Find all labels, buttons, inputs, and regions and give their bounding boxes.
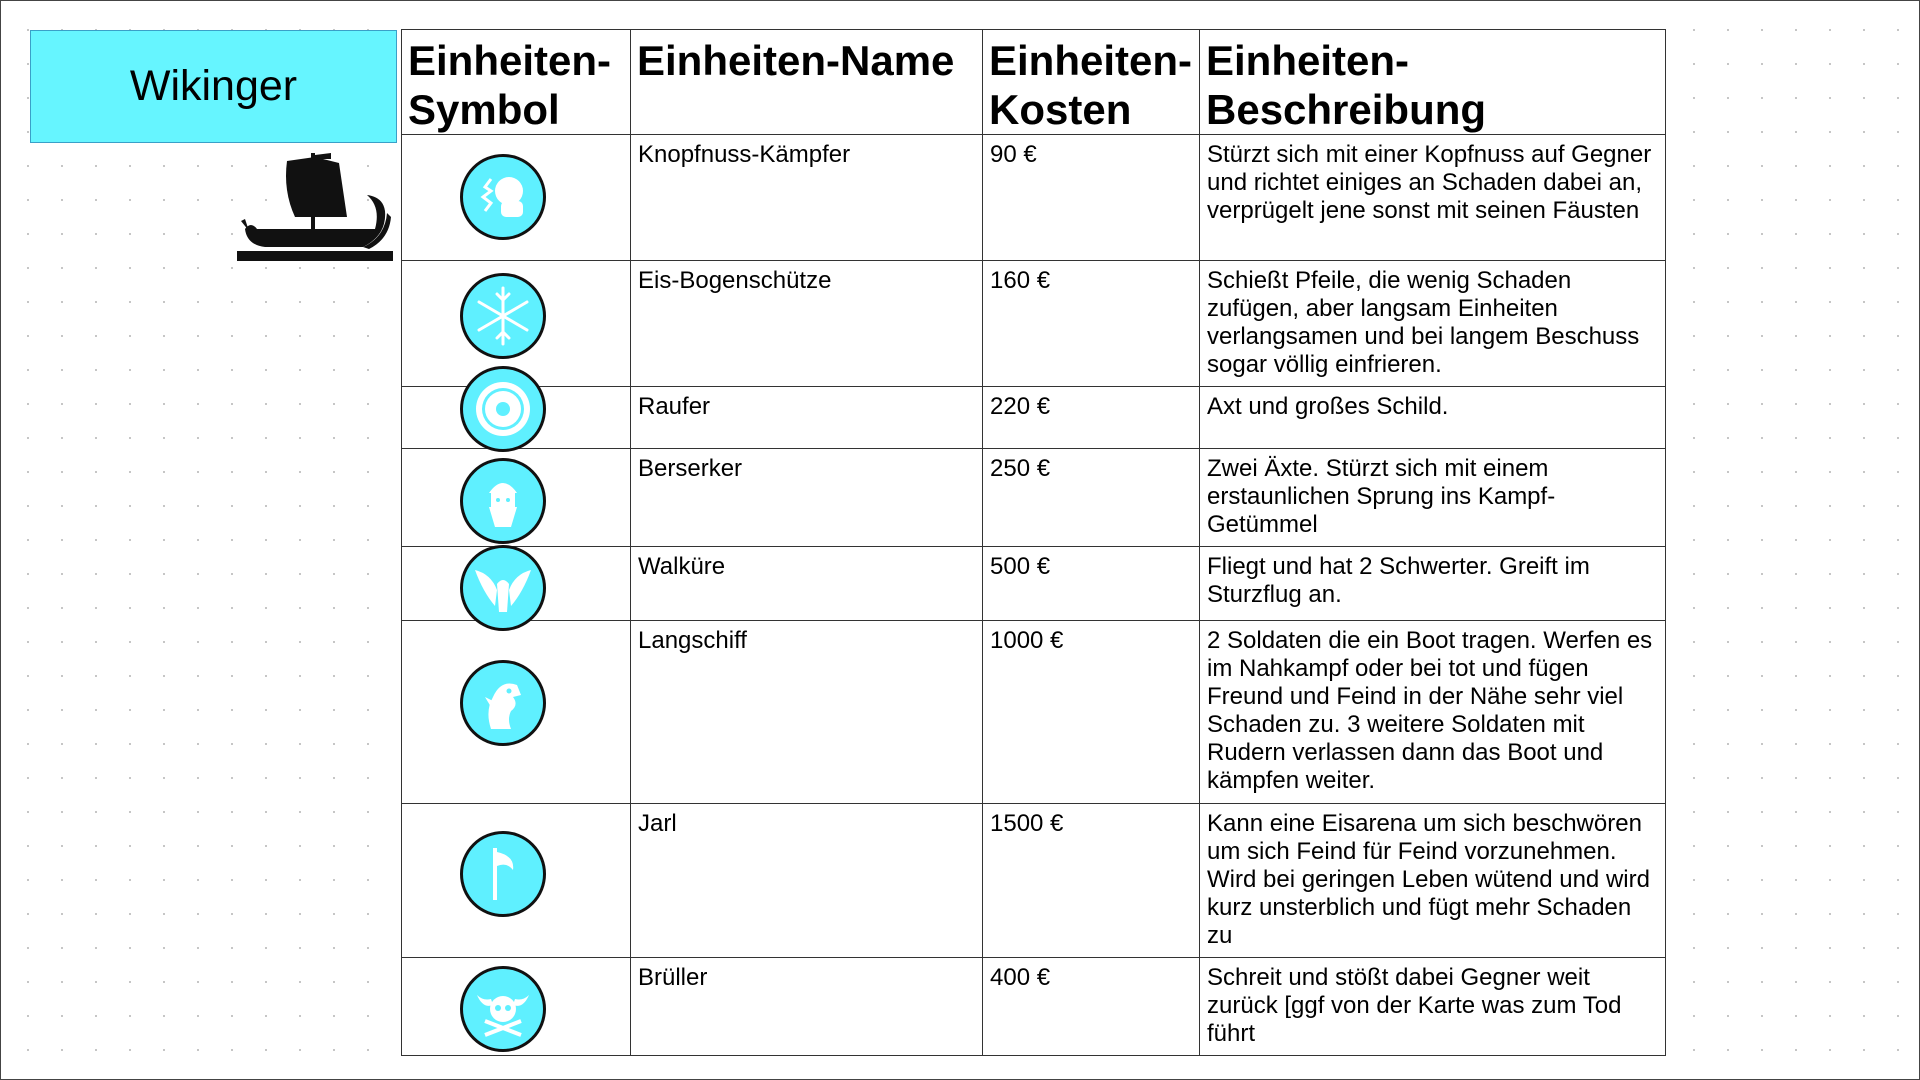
halberd-icon [460, 831, 546, 917]
unit-description: Stürzt sich mit einer Kopfnuss auf Gegner und richtet einiges an Schaden dabei an, verprügelt jene sonst mit seinen Fäusten [1200, 135, 1666, 261]
unit-description: Schießt Pfeile, die wenig Schaden zufügen, aber langsam Einheiten verlangsamen und bei langem Beschuss sogar völlig einfrieren. [1200, 261, 1666, 387]
unit-description: Schreit und stößt dabei Gegner weit zurück [ggf von der Karte was zum Tod führt [1200, 958, 1666, 1056]
round-shield-icon [460, 366, 546, 452]
symbol-cell [402, 958, 631, 1056]
table-row [402, 387, 1666, 449]
unit-cost: 90 € [983, 135, 1200, 261]
headbutt-fighter-icon [460, 154, 546, 240]
snowflake-icon [460, 273, 546, 359]
unit-description: 2 Soldaten die ein Boot tragen. Werfen es im Nahkampf oder bei tot und fügen Freund und Feind in der Nähe sehr viel Schaden zu. 3 weitere Soldaten mit Rudern verlassen dann das Boot und kämpfen weiter. [1200, 621, 1666, 804]
unit-name: Walküre [631, 547, 983, 621]
horned-skull-icon [460, 966, 546, 1052]
table-row [402, 804, 1666, 958]
unit-cost: 250 € [983, 449, 1200, 547]
unit-name: Brüller [631, 958, 983, 1056]
winged-helmet-icon [460, 545, 546, 631]
unit-cost: 160 € [983, 261, 1200, 387]
header-description: Einheiten-Beschreibung [1200, 30, 1666, 135]
unit-cost: 400 € [983, 958, 1200, 1056]
symbol-cell [402, 621, 631, 804]
unit-description: Zwei Äxte. Stürzt sich mit einem erstaunlichen Sprung ins Kampf-Getümmel [1200, 449, 1666, 547]
unit-name: Eis-Bogenschütze [631, 261, 983, 387]
faction-title: Wikinger [30, 30, 397, 143]
unit-name: Raufer [631, 387, 983, 449]
table-row [402, 621, 1666, 804]
unit-cost: 1000 € [983, 621, 1200, 804]
table-row [402, 547, 1666, 621]
unit-cost: 220 € [983, 387, 1200, 449]
unit-description: Axt und großes Schild. [1200, 387, 1666, 449]
symbol-cell [402, 387, 631, 449]
dragon-head-icon [460, 660, 546, 746]
table-row [402, 958, 1666, 1056]
header-cost: Einheiten-Kosten [983, 30, 1200, 135]
table-header-row [402, 30, 1666, 135]
viking-ship-icon [235, 151, 395, 261]
unit-description: Kann eine Eisarena um sich beschwören um sich Feind für Feind vorzunehmen. Wird bei geringen Leben wütend und wird kurz unsterblich und fügt mehr Schaden zu [1200, 804, 1666, 958]
header-symbol: Einheiten-Symbol [402, 30, 631, 135]
bearded-viking-icon [460, 458, 546, 544]
unit-description: Fliegt und hat 2 Schwerter. Greift im Sturzflug an. [1200, 547, 1666, 621]
unit-name: Knopfnuss-Kämpfer [631, 135, 983, 261]
table-row [402, 449, 1666, 547]
unit-name: Langschiff [631, 621, 983, 804]
table-row [402, 135, 1666, 261]
units-table [401, 29, 1666, 1056]
unit-cost: 1500 € [983, 804, 1200, 958]
header-name: Einheiten-Name [631, 30, 983, 135]
symbol-cell [402, 804, 631, 958]
symbol-cell [402, 547, 631, 621]
table-row [402, 261, 1666, 387]
unit-name: Berserker [631, 449, 983, 547]
symbol-cell [402, 135, 631, 261]
symbol-cell [402, 449, 631, 547]
unit-cost: 500 € [983, 547, 1200, 621]
unit-name: Jarl [631, 804, 983, 958]
